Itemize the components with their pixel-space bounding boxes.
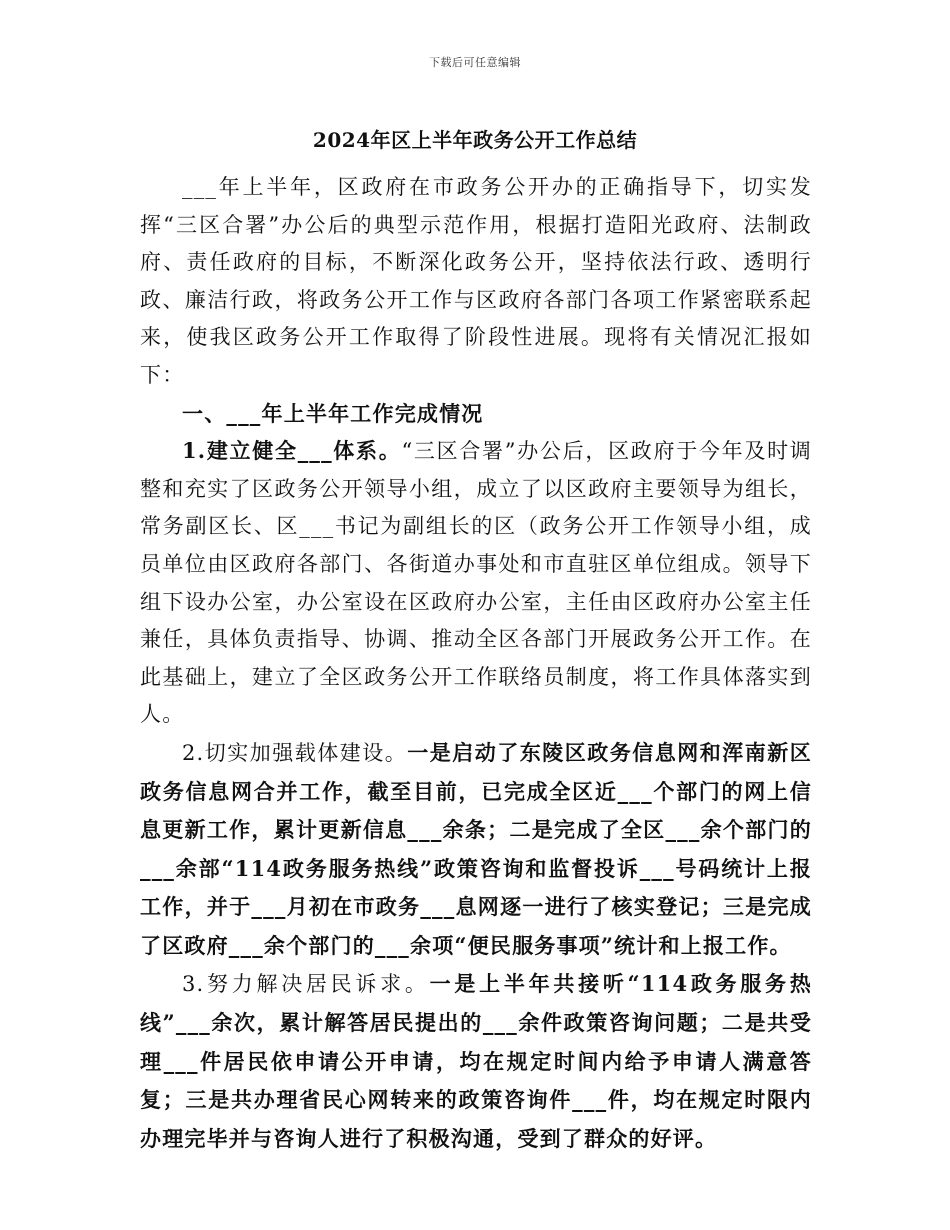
item-2-lead: 2.切实加强载体建设。	[182, 740, 408, 765]
item-1-paragraph	[140, 432, 812, 734]
item-1-lead: 1.建立健全___体系。	[182, 438, 402, 464]
item-1-text: “三区合署”办公后，区政府于今年及时调整和充实了区政务公开领导小组，成立了以区政府主要领导为组长，常务副区长、区___书记为副组长的区（政务公开工作领导小组，成员单位由区政府各部门、各街道办事处和市直驻区单位组成。领导下组下设办公室，办公室设在区政府办公室，主任由区政府办公室主任兼任，具体负责指导、协调、推动全区各部门开展政务公开工作。在此基础上，建立了全区政务公开工作联络员制度，将工作具体落实到人。	[140, 439, 812, 727]
item-3-lead: 3.努力解决居民诉求。	[182, 972, 430, 997]
intro-paragraph: ___年上半年，区政府在市政务公开办的正确指导下，切实发挥“三区合署”办公后的典型示范作用，根据打造阳光政府、法制政府、责任政府的目标，不断深化政务公开，坚持依法行政、透明行政、廉洁行政，将政务公开工作与区政府各部门各项工作紧密联系起来，使我区政务公开工作取得了阶段性进展。现将有关情况汇报如下：	[140, 175, 812, 387]
item-3-paragraph	[140, 965, 812, 1158]
item-2-text: 一是启动了东陵区政务信息网和浑南新区政务信息网合并工作，截至目前，已完成全区近___个部门的网上信息更新工作，累计更新信息___余条；二是完成了全区___余个部门的___余部“114政务服务热线”政策咨询和监督投诉___号码统计上报工作，并于___月初在市政务___息网逐一进行了核实登记；三是完成了区政府___余个部门的___余项“便民服务事项”统计和上报工作。	[140, 739, 812, 958]
item-2-paragraph	[140, 734, 812, 966]
document-body	[140, 169, 812, 1158]
section-heading: 一、___年上半年工作完成情况	[182, 400, 484, 426]
item-3-text: 一是上半年共接听“114政务服务热线”___余次，累计解答居民提出的___余件政策咨询问题；二是共受理___件居民依申请公开申请，均在规定时间内给予申请人满意答复；三是共办理省民心网转来的政策咨询件___件，均在规定时限内办理完毕并与咨询人进行了积极沟通，受到了群众的好评。	[140, 971, 812, 1151]
document-title: 2024年区上半年政务公开工作总结	[312, 128, 638, 152]
header-note: 下载后可任意编辑	[429, 56, 521, 69]
